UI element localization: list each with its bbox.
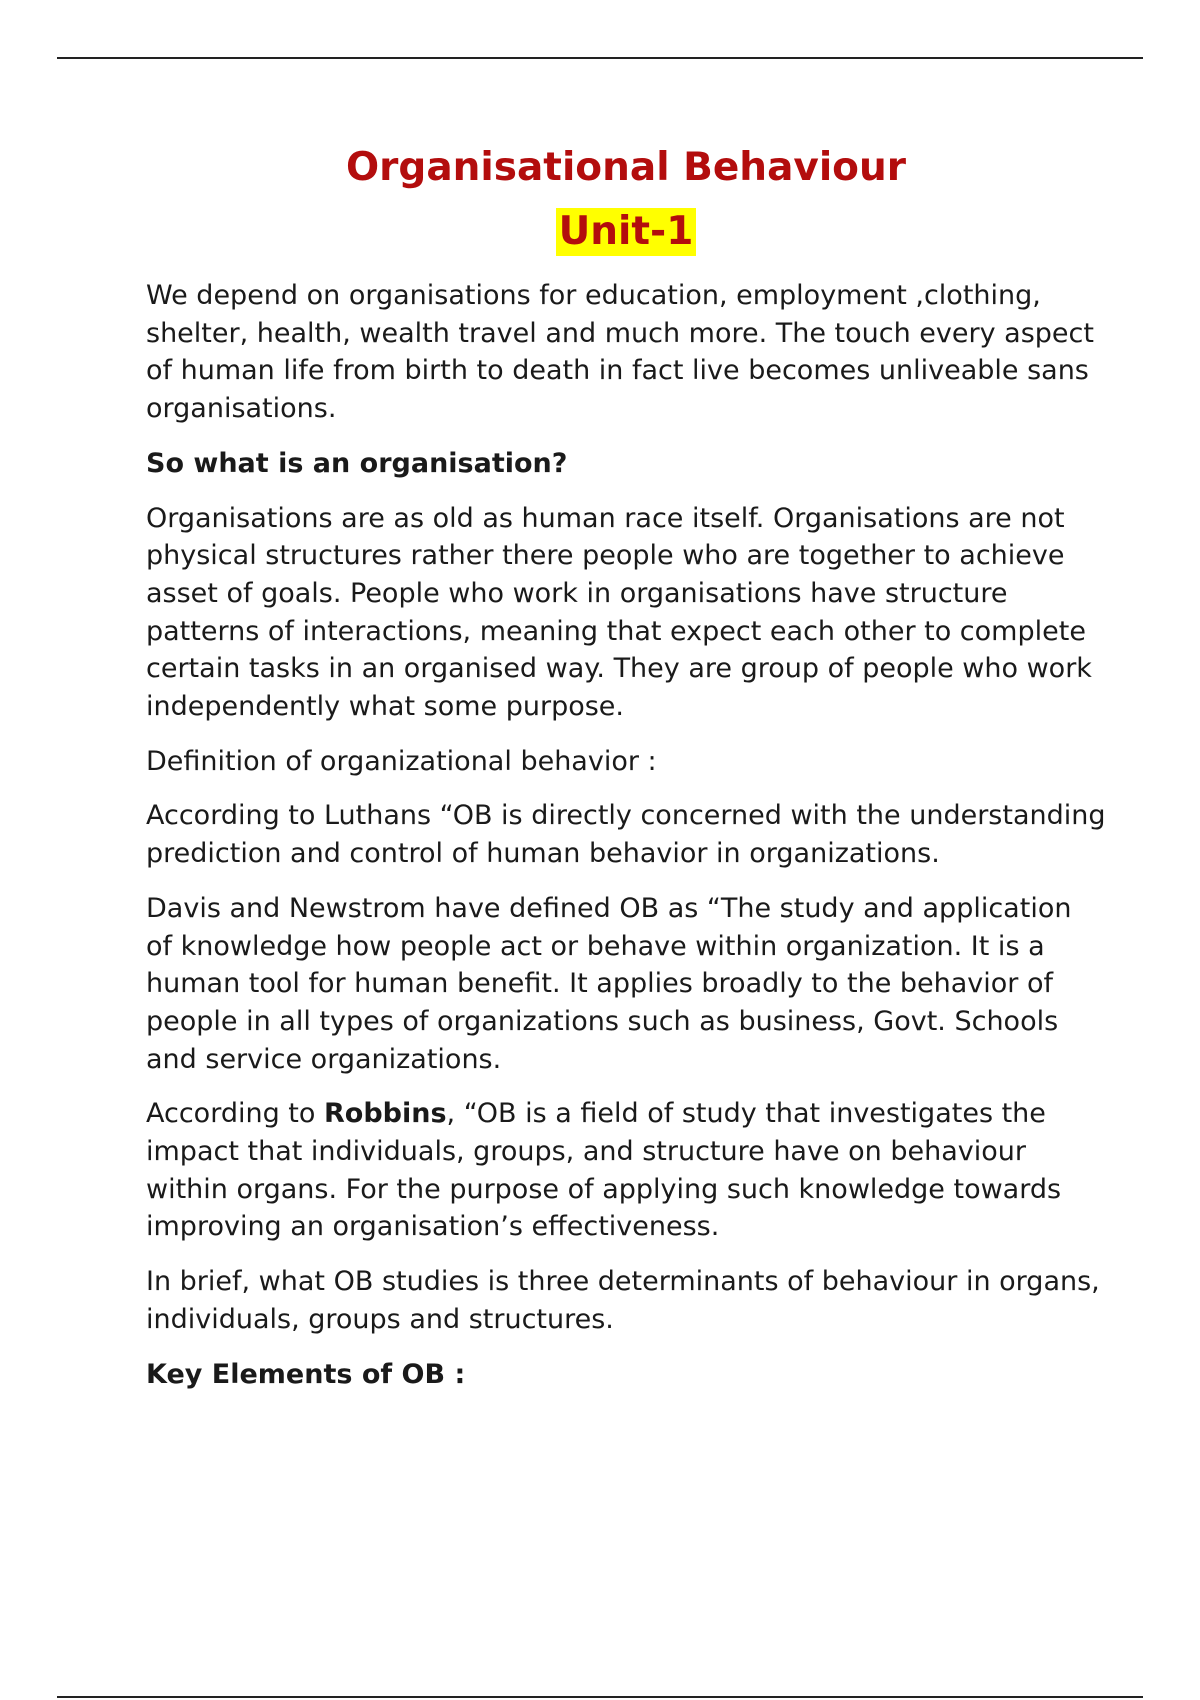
robbins-paragraph [146,1095,1106,1246]
document-body [146,140,1106,1410]
unit-heading [146,208,1106,265]
davis-newstrom-paragraph: Davis and Newstrom have defined OB as “The study and application of knowledge how people act or behave within organization. It is a human tool for human benefit. It applies broadly to the behavior of people in all types of organizations such as business, Govt. Schools and service organizations. [146,892,1072,1075]
unit-label-highlighted: Unit-1 [556,208,697,256]
organisations-paragraph: Organisations are as old as human race itself. Organisations are not physical structures rather there people who are together to achieve asset of goals. People who work in organisations have structure patterns of interactions, meaning that expect each other to complete certain tasks in an organised way. They are group of people who work independently what some purpose. [146,502,1092,723]
intro-paragraph: We depend on organisations for education, employment ,clothing, shelter, health, wealth travel and much more. The touch every aspect of human life from birth to death in fact live becomes unliveable sans organisations. [146,280,1094,425]
key-elements-heading: Key Elements of OB : [146,1358,466,1390]
robbins-prefix: According to [146,1098,324,1130]
bottom-rule [57,1696,1143,1698]
top-rule [57,57,1143,59]
document-title: Organisational Behaviour [346,145,906,190]
robbins-rest: , “OB is a field of study that investigates the impact that individuals, groups, and structure have on behaviour within organs. For the purpose of applying such knowledge towards improving an organisation’s effectiveness. [146,1098,1062,1243]
luthans-paragraph: According to Luthans “OB is directly concerned with the understanding prediction and control of human behavior in organizations. [146,800,1106,870]
definition-label: Definition of organizational behavior : [146,745,657,777]
brief-paragraph: In brief, what OB studies is three determinants of behaviour in organs, individuals, groups and structures. [146,1266,1100,1335]
what-is-organisation-heading: So what is an organisation? [146,447,568,479]
robbins-name: Robbins [324,1098,447,1130]
